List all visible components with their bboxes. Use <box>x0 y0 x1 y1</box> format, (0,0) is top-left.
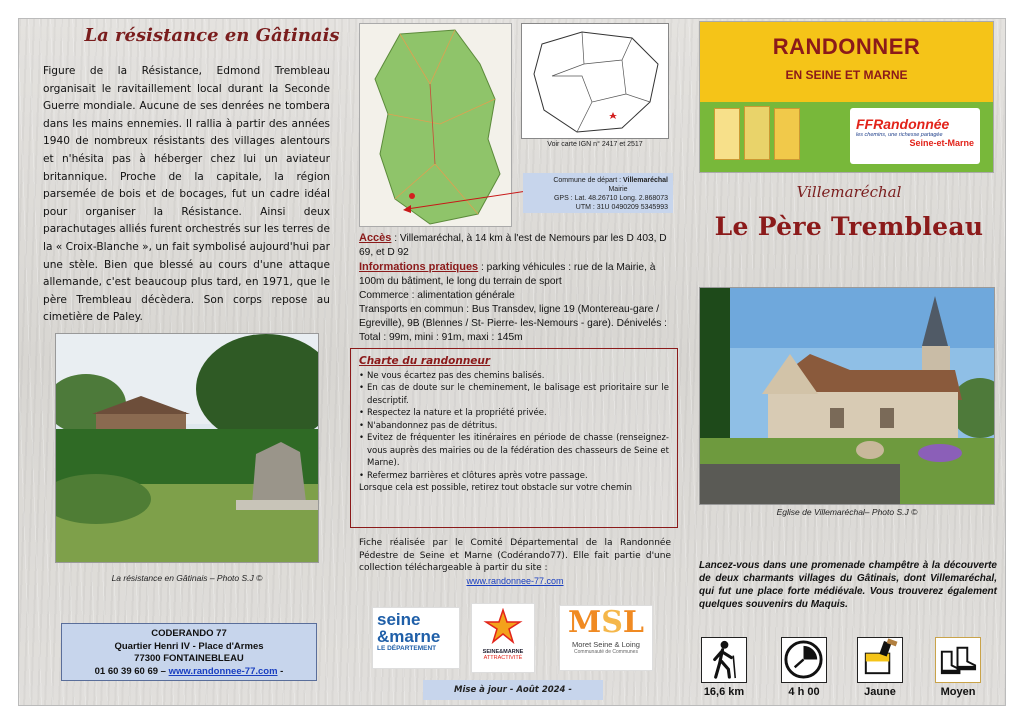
charter-closing: Lorsque cela est possible, retirez tout obstacle sur votre chemin <box>359 483 633 493</box>
logo-department-text: LE DÉPARTEMENT <box>377 645 437 652</box>
difficulty-label: Moyen <box>940 686 976 698</box>
attractivite-star-icon <box>483 608 523 644</box>
start-place: Mairie <box>608 186 628 193</box>
moret-subtitle: Communauté de Communes <box>574 649 638 655</box>
ffrandonnee-logo <box>850 108 980 164</box>
banner-top <box>700 22 993 102</box>
charter-heading: Charte du randonneur <box>359 355 491 367</box>
attractivite-line2: ATTRACTIVITÉ <box>483 655 523 661</box>
access-paragraph <box>359 231 675 260</box>
brochure-page <box>18 18 1006 706</box>
transport-text: Transports en commun : Bus Transdev, ligne 19 (Montereau-gare / Egreville), 9B (Blennes / St- Pierre- les-Nemours - gare). Dénivelés : Total : 99m, mini : 91m, maxi : 145m <box>359 304 667 343</box>
page-title: Le Père Trembleau <box>714 212 984 241</box>
banner-bottom <box>700 102 993 173</box>
attractivite-logo <box>471 603 535 673</box>
charter-item: • N'abandonnez pas de détritus. <box>359 420 669 433</box>
hiker-icon <box>701 637 747 683</box>
guidebook-cover-icon <box>714 108 740 160</box>
resistance-paragraph: Figure de la Résistance, Edmond Trembleau organisait le ravitaillement local durant la Seconde Guerre mondiale. Aucune de ses denrées ne tombera dans les mains ennemies. Il rallia à partir des années 1940 de nombreux résistants des villages alentours et n'hésita pas à héberger chez lui un aviateur britannique. Proche de la capitale, la région parsemée de bois et de bocages, fut un cadre idéal pour organiser la Résistance. Ainsi deux parachutages alliés furent orchestrés sur les terres de la « Croix-Blanche », un fait symbolisé aujourd'hui par une stèle. Bien que blessé au cours d'une attaque allemande, c'est beaucoup plus tard, en 1971, que le père Trembleau décèdera. Son corps repose au cimetière de Paley. <box>43 65 330 324</box>
ffr-region: Seine-et-Marne <box>909 138 974 148</box>
start-info-box <box>523 173 673 213</box>
resistance-photo <box>55 333 319 563</box>
logo-marne-text: &marne <box>377 627 441 646</box>
contact-box <box>61 623 317 681</box>
hiker-charter-box <box>350 348 678 528</box>
resistance-photo-caption: La résistance en Gâtinais – Photo S.J © <box>111 573 263 583</box>
contact-phone-line <box>62 666 316 679</box>
update-date-badge: Mise à jour - Août 2024 - <box>423 680 603 700</box>
moret-name: Moret Seine & Loing <box>572 640 640 649</box>
fiche-text: Fiche réalisée par le Comité Départemental de la Randonnée Pédestre de Seine et Marne (Codérando77). Elle fait partie d'une collection téléchargeable à partir du site : <box>359 538 671 574</box>
village-subtitle: Villemaréchal <box>796 183 902 201</box>
commerce-text: Commerce : alimentation générale <box>359 290 515 301</box>
banner-title: RANDONNER <box>772 34 921 59</box>
utm-coordinates: UTM : 31U 0490209 5345993 <box>575 204 668 211</box>
start-commune: Villemaréchal <box>622 177 668 184</box>
contact-suffix: - <box>280 665 284 677</box>
moret-seine-loing-logo <box>559 605 653 671</box>
church-photo <box>699 287 995 505</box>
paint-pot-icon <box>857 637 903 683</box>
charter-item: • Evitez de fréquenter les itinéraires en période de chasse (renseignez-vous auprès des mairies ou de la fédération des chasseurs de Seine et Marne). <box>359 432 669 470</box>
charter-item: • Ne vous écartez pas des chemins balisés. <box>359 370 669 383</box>
boots-icon <box>935 637 981 683</box>
contact-website-link[interactable]: www.randonnee-77.com <box>168 665 278 677</box>
fiche-website-link[interactable]: www.randonnee-77.com <box>466 575 564 586</box>
practical-info-heading: Informations pratiques <box>359 261 479 273</box>
moret-msl-mark: MSL <box>568 605 644 640</box>
intro-paragraph: Lancez-vous dans une promenade champêtre à la découverte de deux charmants villages du Gâtinais, dont Villemaréchal, qui fut une place forte médiévale. Vous trouverez également quelques souvenirs du Maquis. <box>699 560 997 610</box>
start-line <box>528 176 668 185</box>
marking-color-label: Jaune <box>864 686 896 698</box>
charter-item: • En cas de doute sur le cheminement, le balisage est prioritaire sur le descriptif. <box>359 382 669 407</box>
contact-address-line1: Quartier Henri IV - Place d'Armes <box>114 640 264 652</box>
resistance-heading: La résistance en Gâtinais <box>84 25 340 46</box>
practical-info-paragraph <box>359 260 675 289</box>
attractivite-line1: SEINE&MARNE <box>482 649 524 655</box>
guidebook-cover-icon <box>774 108 800 160</box>
randonner-banner <box>699 21 994 173</box>
charter-item: • Refermez barrières et clôtures après votre passage. <box>359 470 669 483</box>
contact-address-line2: 77300 FONTAINEBLEAU <box>134 653 244 664</box>
access-info <box>359 231 675 345</box>
france-location-map <box>521 23 669 139</box>
contact-phone: 01 60 39 60 69 – <box>94 665 166 677</box>
charter-item: • Respectez la nature et la propriété privée. <box>359 407 669 420</box>
start-label: Commune de départ : <box>553 177 622 184</box>
guidebook-cover-icon <box>744 106 770 160</box>
logo-seine-text: seine <box>377 610 421 629</box>
gps-coordinates: GPS : Lat. 48.26710 Long. 2.868073 <box>553 195 668 202</box>
start-pointer-arrow <box>399 187 529 217</box>
distance-label: 16,6 km <box>703 686 745 698</box>
ffr-brand: FFRandonnée <box>856 116 950 132</box>
seine-et-marne-department-logo <box>372 607 460 669</box>
duration-label: 4 h 00 <box>788 686 820 698</box>
access-heading: Accès <box>359 232 392 244</box>
access-text: : Villemaréchal, à 14 km à l'est de Nemours par les D 403, D 69, et D 92 <box>359 233 667 258</box>
fiche-credit <box>359 537 671 587</box>
clock-icon <box>781 637 827 683</box>
ffr-tagline: les chemins, une richesse partagée <box>856 132 943 138</box>
ign-map-caption: Voir carte IGN n° 2417 et 2517 <box>547 141 643 148</box>
banner-subtitle: EN SEINE ET MARNE <box>785 68 908 82</box>
church-photo-caption: Eglise de Villemaréchal– Photo S.J © <box>776 507 918 517</box>
contact-name: CODERANDO 77 <box>151 628 227 639</box>
practical-info-text: : parking véhicules : rue de la Mairie, à 100m du bâtiment, le long du terrain de sport <box>359 262 656 287</box>
charter-list <box>359 370 669 483</box>
